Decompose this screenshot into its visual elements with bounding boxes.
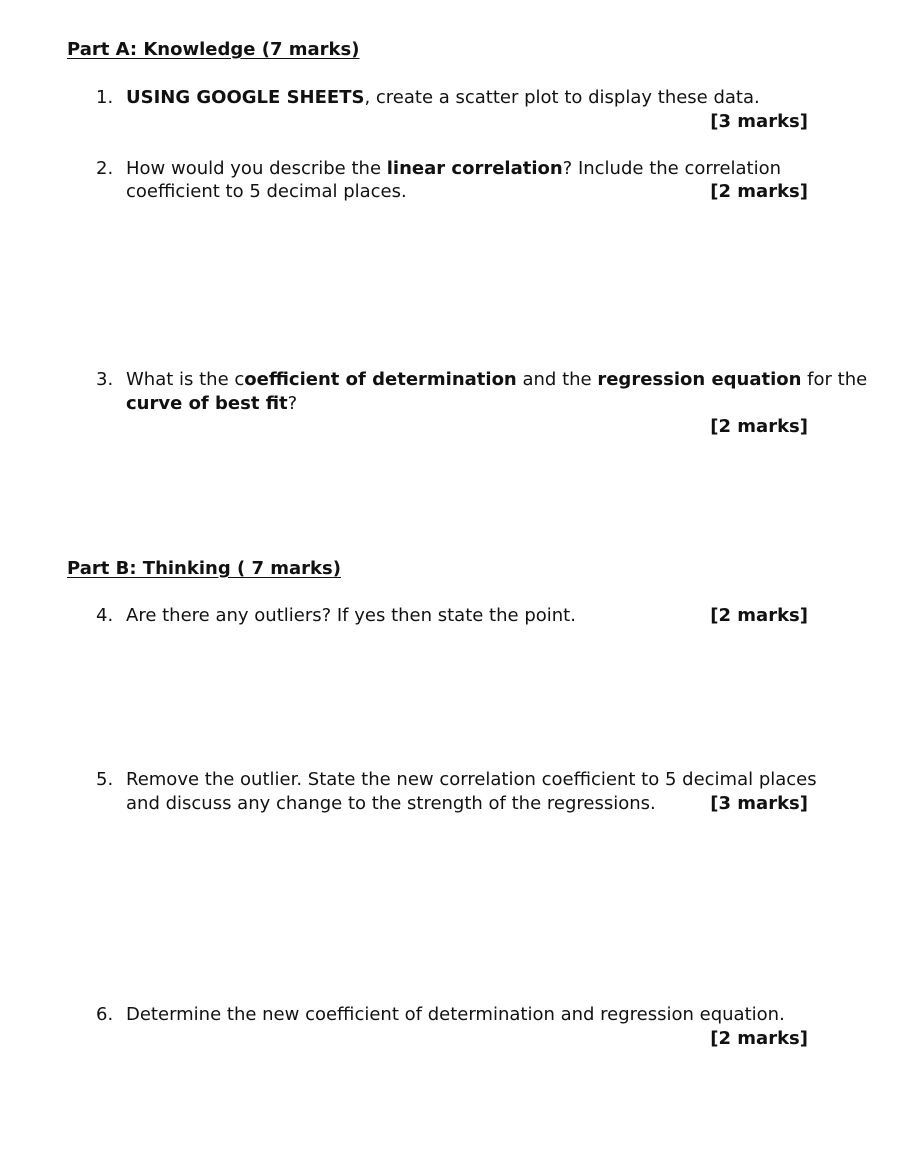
text-segment: , create a scatter plot to display these data.: [364, 87, 760, 108]
text-segment: What is the c: [126, 369, 245, 390]
question-number: 1.: [96, 87, 114, 108]
bold-phrase: USING GOOGLE SHEETS: [126, 87, 365, 108]
question-text: [126, 86, 760, 110]
text-segment: ?: [287, 393, 298, 414]
question-number: 4.: [96, 605, 114, 626]
question-number: 3.: [96, 369, 114, 390]
marks-label: [2 marks]: [710, 416, 808, 437]
marks-label: [3 marks]: [710, 111, 808, 132]
marks-label: [2 marks]: [710, 1028, 808, 1049]
question-number: 6.: [96, 1004, 114, 1025]
marks-label: [2 marks]: [710, 181, 808, 202]
text-segment: and the: [516, 369, 598, 390]
question-text: [126, 368, 867, 392]
text-segment: How would you describe the: [126, 158, 387, 179]
part-a-heading: Part A: Knowledge (7 marks): [67, 39, 360, 60]
question-text: [126, 157, 781, 181]
question-text-line-2: coefficient to 5 decimal places.: [126, 181, 407, 202]
bold-phrase: linear correlation: [386, 158, 563, 179]
text-segment: for the: [801, 369, 868, 390]
question-text-line-2: [126, 392, 297, 416]
question-text: Are there any outliers? If yes then state the point.: [126, 605, 576, 626]
question-number: 5.: [96, 769, 114, 790]
question-text: Remove the outlier. State the new correlation coefficient to 5 decimal places: [126, 769, 817, 790]
question-text: Determine the new coefficient of determination and regression equation.: [126, 1004, 785, 1025]
marks-label: [3 marks]: [710, 793, 808, 814]
question-text-line-2: and discuss any change to the strength of the regressions.: [126, 793, 656, 814]
bold-phrase: regression equation: [597, 369, 802, 390]
bold-phrase: curve of best fit: [126, 393, 288, 414]
part-b-heading: Part B: Thinking ( 7 marks): [67, 558, 341, 579]
question-number: 2.: [96, 158, 114, 179]
marks-label: [2 marks]: [710, 605, 808, 626]
text-segment: ? Include the correlation: [562, 158, 782, 179]
bold-phrase: oefficient of determination: [244, 369, 517, 390]
